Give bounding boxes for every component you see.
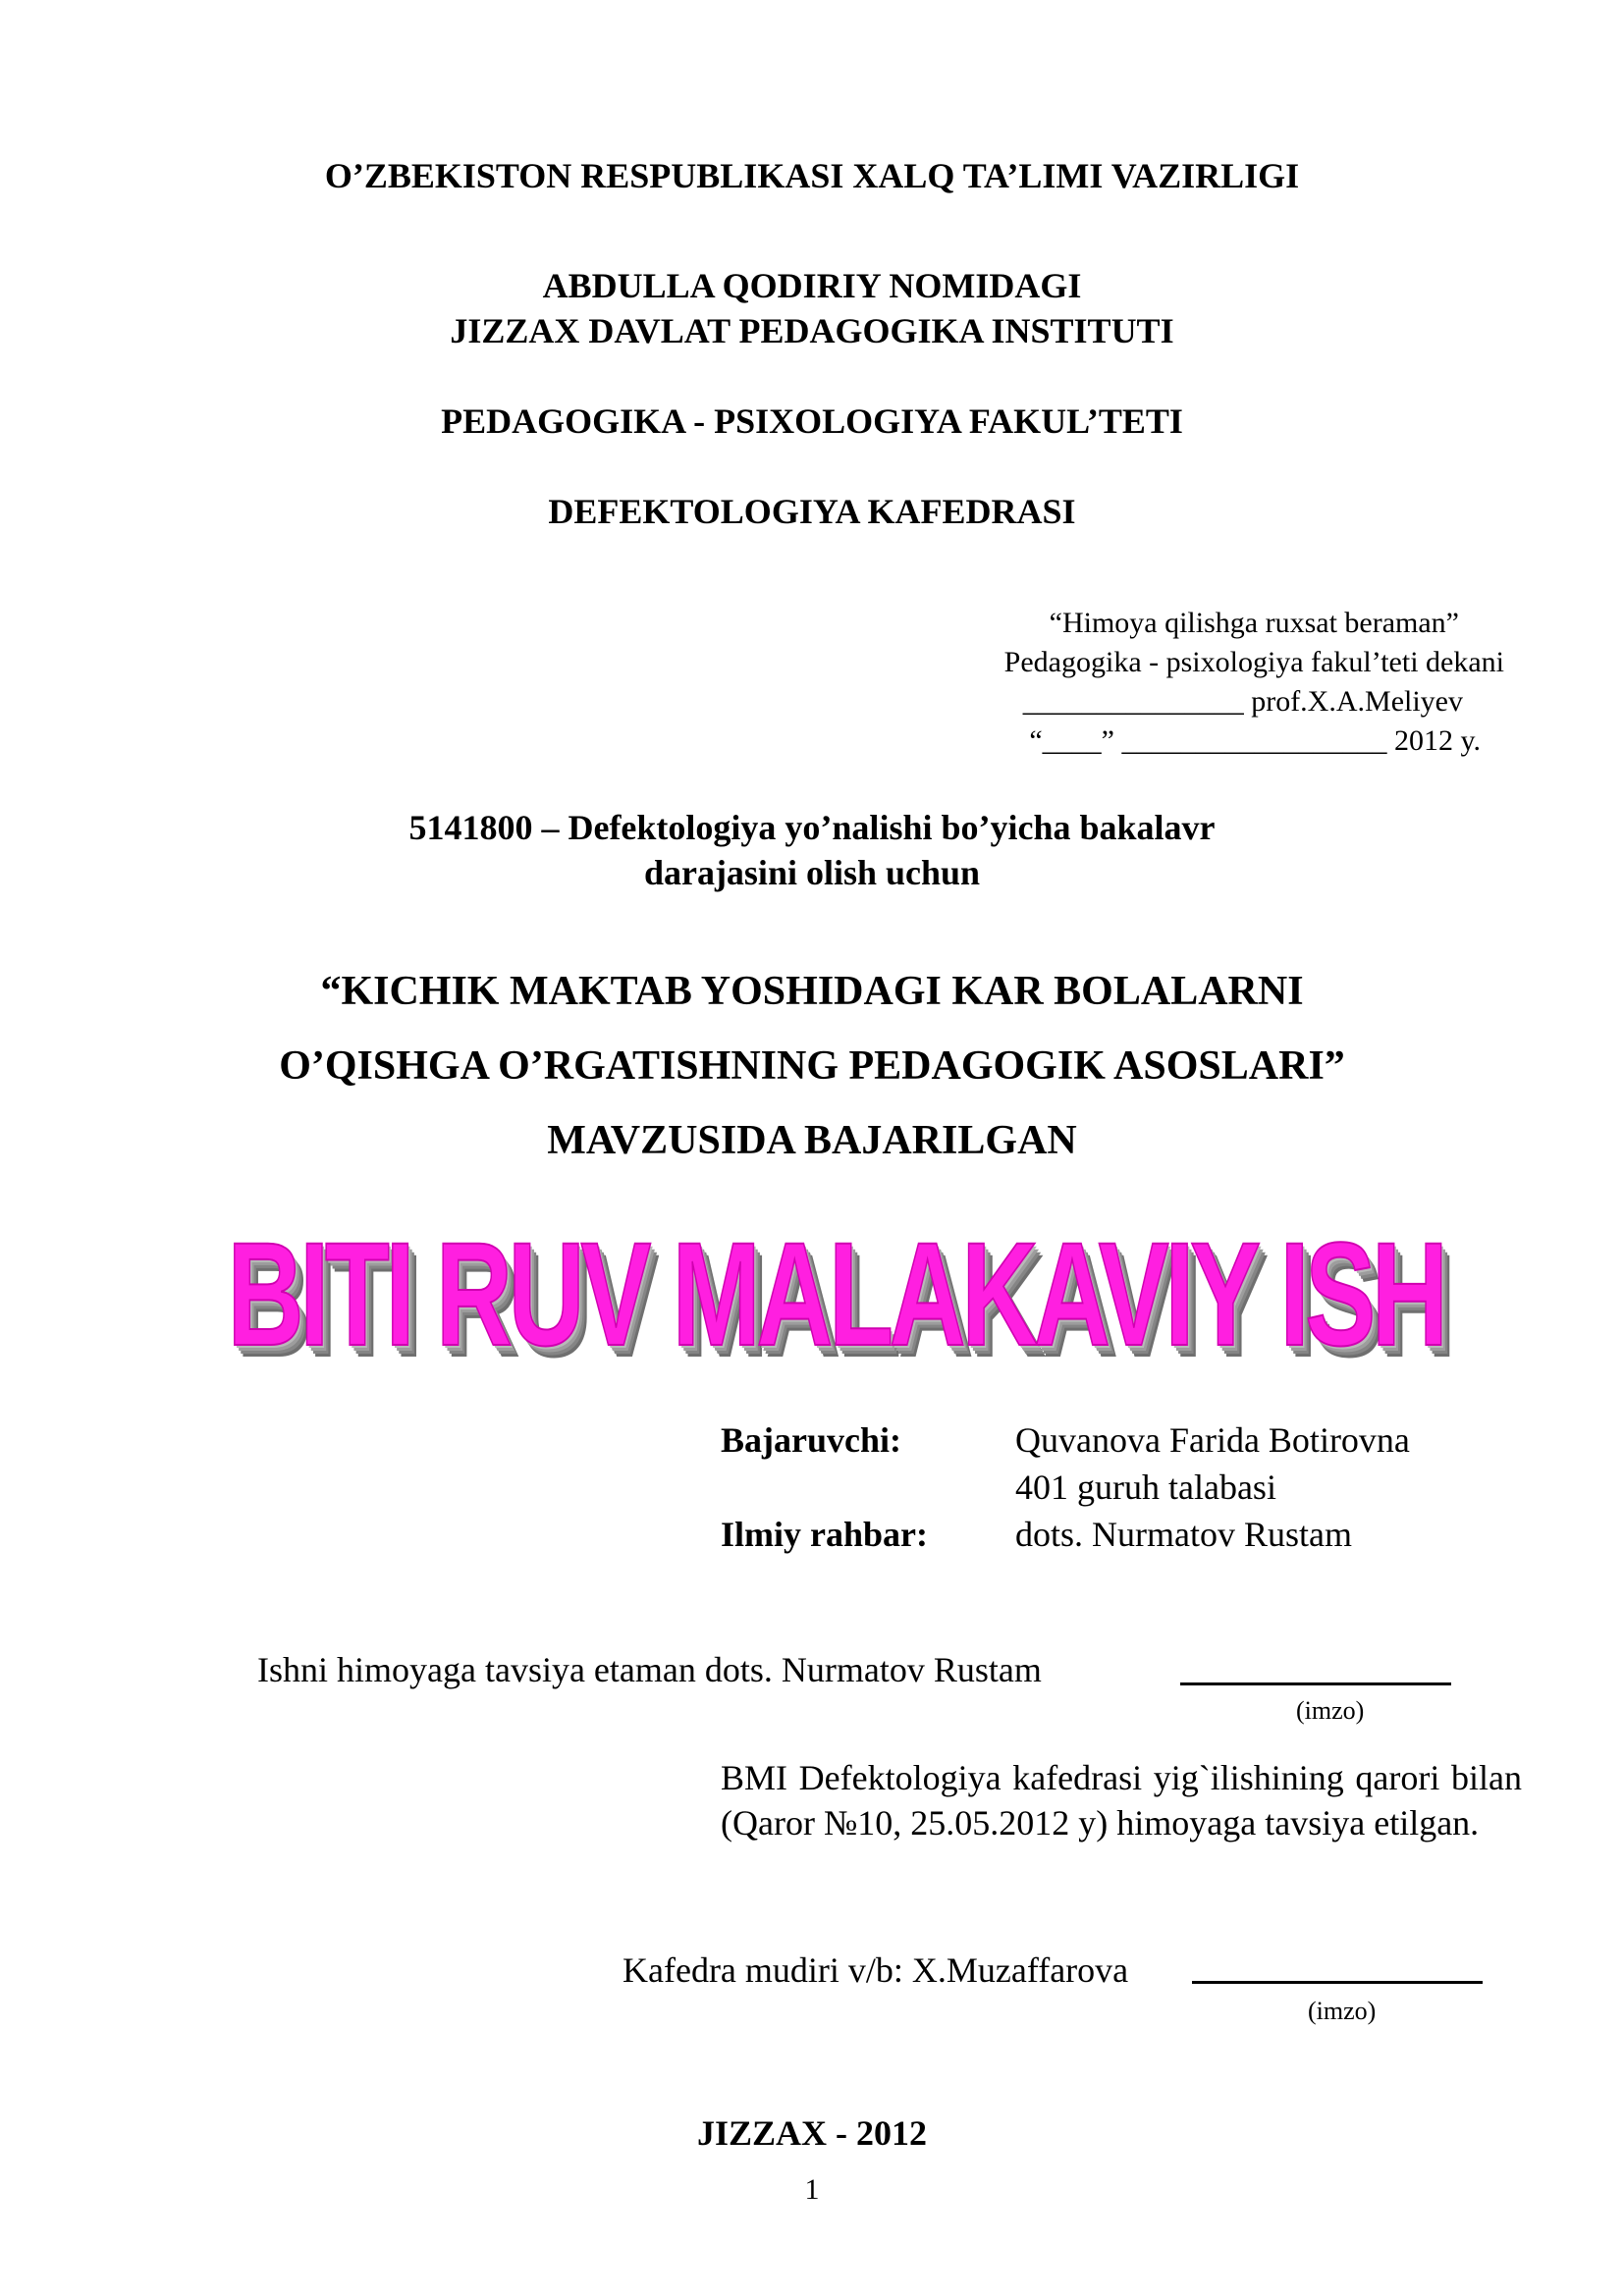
- ministry-heading: O’ZBEKISTON RESPUBLIKASI XALQ TA’LIMI VAZIRLIGI: [324, 156, 1300, 195]
- advisor-name: dots. Nurmatov Rustam: [1015, 1515, 1352, 1554]
- executor-label: Bajaruvchi:: [721, 1420, 901, 1460]
- head-signature-caption: (imzo): [1308, 1997, 1377, 2025]
- institute-name-line1: ABDULLA QODIRIY NOMIDAGI: [542, 266, 1082, 305]
- institute-name-line2: JIZZAX DAVLAT PEDAGOGIKA INSTITUTI: [450, 311, 1174, 350]
- executor-group: 401 guruh talabasi: [1015, 1468, 1276, 1507]
- topic-line3: MAVZUSIDA BAJARILGAN: [547, 1118, 1077, 1163]
- approval-line4: “____” __________________ 2012 y.: [1029, 724, 1481, 757]
- approval-line3: _______________ prof.X.A.Meliyev: [1022, 685, 1463, 718]
- degree-line2: darajasini olish uchun: [643, 853, 981, 892]
- department-decision-paragraph: BMI Defektologiya kafedrasi yig`ilishining qarori bilan (Qaror №10, 25.05.2012 y) himoyaga tavsiya etilgan.: [721, 1758, 1522, 1842]
- executor-name: Quvanova Farida Botirovna: [1015, 1420, 1410, 1460]
- advisor-signature-line: [1180, 1682, 1451, 1685]
- advisor-label: Ilmiy rahbar:: [721, 1515, 928, 1554]
- thesis-banner-title: BITI RUV MALAKAVIY ISH: [227, 1211, 1444, 1376]
- head-of-department-text: Kafedra mudiri v/b: X.Muzaffarova: [623, 1950, 1129, 1990]
- topic-line1: “KICHIK MAKTAB YOSHIDAGI KAR BOLALARNI: [320, 969, 1304, 1014]
- degree-line1: 5141800 – Defektologiya yo’nalishi bo’yicha bakalavr: [408, 808, 1216, 847]
- city-year: JIZZAX - 2012: [696, 2113, 928, 2153]
- page-number: 1: [804, 2173, 820, 2206]
- advisor-signature-caption: (imzo): [1296, 1696, 1365, 1725]
- approval-line2: Pedagogika - psixologiya fakul’teti dekani: [1003, 646, 1504, 678]
- recommendation-text: Ishni himoyaga tavsiya etaman dots. Nurmatov Rustam: [257, 1650, 1042, 1689]
- faculty-heading: PEDAGOGIKA - PSIXOLOGIYA FAKUL’TETI: [441, 401, 1183, 441]
- topic-line2: O’QISHGA O’RGATISHNING PEDAGOGIK ASOSLARI”: [279, 1043, 1345, 1089]
- head-signature-line: [1192, 1981, 1483, 1984]
- department-heading: DEFEKTOLOGIYA KAFEDRASI: [548, 492, 1076, 531]
- approval-line1: “Himoya qilishga ruxsat beraman”: [1049, 607, 1459, 639]
